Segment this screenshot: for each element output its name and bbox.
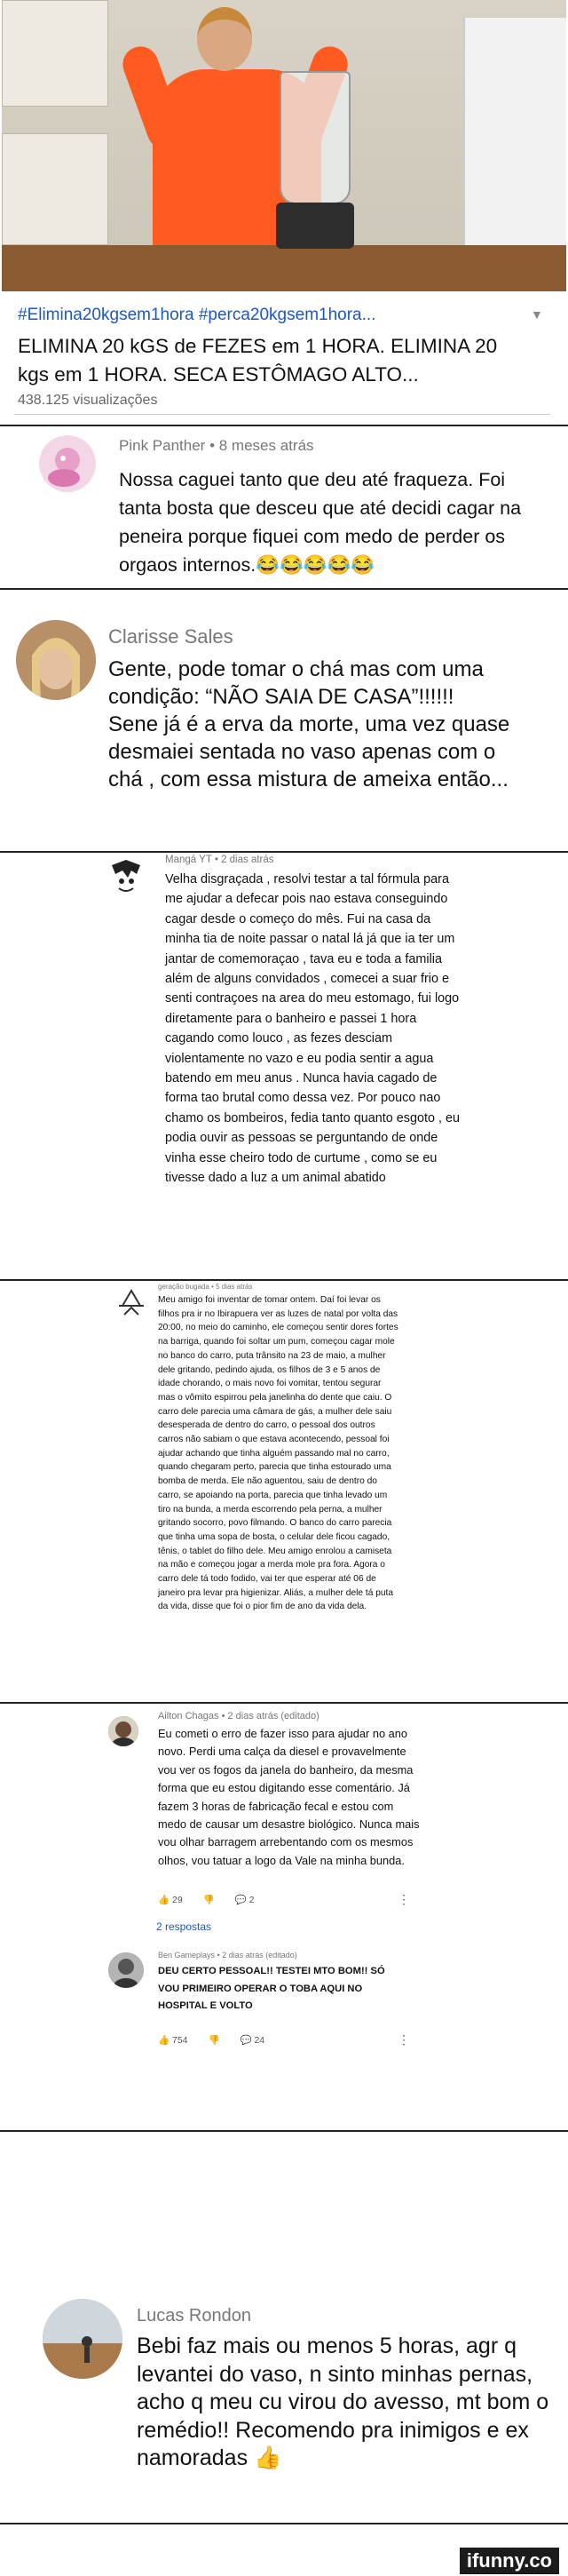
kitchen-cabinet [2, 133, 108, 245]
comment-actions [158, 1894, 254, 1905]
video-player[interactable] [2, 0, 566, 291]
view-count: 438.125 visualizações [18, 393, 158, 408]
comment-author[interactable]: Clarisse Sales [108, 625, 233, 648]
avatar[interactable] [39, 435, 96, 492]
ifunny-watermark: ifunny.co [460, 2548, 559, 2574]
dislike-icon[interactable]: 👎 [202, 1895, 215, 1905]
reply-text: DEU CERTO PESSOAL!! TESTEI MTO BOM!! SÓ VOU PRIMEIRO OPERAR O TOBA AQUI NO HOSPITAL E VOLTO [158, 1966, 385, 2011]
like-count: 754 [172, 2035, 188, 2046]
video-hashtags[interactable]: #Elimina20kgsem1hora #perca20kgsem1hora... [18, 306, 376, 324]
comment-author[interactable]: Ailton Chagas [158, 1711, 219, 1721]
comment-text: Nossa caguei tanto que deu até fraqueza. Foi tanta bosta que desceu que até decidi cagar na peneira porque fiquei com medo de perder os orgaos internos.😂😂😂😂😂 [119, 469, 522, 576]
comment-author[interactable]: Pink Panther [119, 437, 206, 454]
blender [272, 71, 358, 249]
avatar[interactable] [16, 620, 96, 700]
avatar[interactable] [106, 856, 146, 895]
comment-clarisse-sales [0, 590, 568, 849]
chevron-down-icon[interactable]: ▼ [531, 307, 543, 322]
dislike-icon[interactable]: 👎 [208, 2035, 220, 2046]
divider [14, 414, 550, 415]
comment-lucas-rondon [0, 2132, 568, 2523]
video-section [2, 0, 566, 293]
comment-ailton-chagas [0, 1704, 568, 2128]
reply-author[interactable]: Ben Gameplays [158, 1951, 216, 1960]
more-icon[interactable]: ⋮ [398, 2032, 410, 2047]
comment-icon[interactable]: 💬 [234, 1895, 247, 1905]
comment-author[interactable]: geração bugada [158, 1283, 209, 1291]
like-icon[interactable]: 👍 [158, 1895, 170, 1905]
reply-actions [158, 2034, 264, 2046]
view-replies-link[interactable]: 2 respostas [156, 1920, 212, 1933]
comment-author[interactable]: Lucas Rondon [137, 2306, 251, 2326]
reply-timestamp: • 2 dias atrás (editado) [217, 1951, 297, 1960]
comment-manga-yt [0, 853, 568, 1277]
comment-text-line1: Gente, pode tomar o chá mas com uma condição: “NÃO SAIA DE CASA”!!!!!! [108, 657, 484, 709]
like-icon[interactable]: 👍 [158, 2035, 170, 2046]
comment-text: Meu amigo foi inventar de tomar ontem. Daí foi levar os filhos pra ir no Ibirapuera ver as luzes de natal por volta das 20:00, no meio do caminho, ele começou sentir dores fortes na barriga, quando foi soltar um pum, começou cagar mole no banco do carro, puta trânsito na 23 de maio, a mulher dele gritando, pedindo ajuda, os filhos de 3 e 5 anos de idade chorando, o mais novo foi vomitar, tentou segurar mas o vômito espirrou pela janelinha do dente que caiu. O carro dele parecia uma câmara de gás, a mulher dele saiu desesperada de dentro do carro, o pessoal dos outros carros não sabiam o que estava acontecendo, pessoal foi ajudar achando que tinha alguém passando mal no carro, quando chegaram perto, parecia que tinha estourado uma bomba de merda. Ele não aguentou, saiu de dentro do carro, se apoiando na porta, parecia que tinha levado um tiro na bunda, a merda escorrendo pela perna, a mulher gritando socorro, povo filmando. O banco do carro parecia que tinha uma sopa de bosta, o celular dele ficou cagado, tênis, o tablet do filho dele. Meu amigo enrolou a camiseta na mão e começou jogar a merda mole pra fora. Agora o carro dele tá todo fodido, vai ter que esperar até 06 de janeiro pra levar pra higienizar. Aliás, a mulher dele tá puta da vida, disse que foi o pior fim de ano da vida dela. [158, 1295, 398, 1612]
comment-timestamp: • 2 dias atrás (editado) [221, 1711, 320, 1721]
comment-text-line2: Sene já é a erva da morte, uma vez quase desmaiei sentada no vaso apenas com o chá , com essa mistura de ameixa então... [108, 712, 510, 791]
refrigerator [463, 18, 566, 284]
comment-text: Bebi faz mais ou menos 5 horas, agr q levantei do vaso, n sinto minhas pernas, acho q meu cu virou do avesso, mt bom o remédio!! Recomendo pra inimigos e ex namoradas 👍 [137, 2334, 549, 2470]
comment-text: Velha disgraçada , resolvi testar a tal fórmula para me ajudar a defecar pois nao estava conseguindo cagar desde o começo do mês. Fui na casa da minha tia de noite passar o natal lá já que ia ter um jantar de comemoraçao , tava eu e toda a familia além de alguns convidados , comecei a suar frio e senti contraçoes na area do meu estomago, fui logo diretamente para o banheiro e passei 1 hora cagando como louco , as fezes desciam violentamente no vazo e eu podia sentir a agua batendo em meu anus . Nunca havia cagado de forma tao brutal como dessa vez. Por pouco nao chamo os bombeiros, fedia tanto quanto esgoto , eu podia ouvir as pessoas se perguntando de onde vinha esse cheiro todo de curtume , como se eu tivesse dado a luz a um animal abatido [165, 872, 461, 1186]
comment-timestamp: • 5 dias atrás [211, 1283, 253, 1291]
more-icon[interactable]: ⋮ [398, 1892, 410, 1906]
comment-timestamp: • 2 dias atrás [214, 855, 274, 865]
avatar[interactable] [108, 1952, 144, 1988]
like-count: 29 [172, 1895, 183, 1905]
avatar[interactable] [43, 2299, 122, 2379]
avatar[interactable] [108, 1716, 138, 1746]
kitchen-cabinet [2, 0, 108, 107]
comment-timestamp: • 8 meses atrás [209, 437, 314, 454]
comment-author[interactable]: Mangá YT [165, 855, 212, 865]
footer [0, 2523, 568, 2576]
comment-text: Eu cometi o erro de fazer isso para ajudar no ano novo. Perdi uma calça da diesel e provavelmente vou ver os fogos da janela do banheiro, da mesma forma que eu estou digitando esse comentário. Já fazem 3 horas de fabricação fecal e estou com medo de causar um desastre biológico. Nunca mais vou olhar barragem arrebentando com os mesmos olhos, vou tatuar a logo da Vale na minha bunda. [158, 1727, 420, 1867]
comment-pink-panther [0, 426, 568, 586]
reply-count: 2 [248, 1895, 255, 1905]
kitchen-counter [2, 245, 566, 291]
video-title: ELIMINA 20 kGS de FEZES em 1 HORA. ELIMINA 20 kgs em 1 HORA. SECA ESTÔMAGO ALTO... [18, 335, 498, 386]
comment-geracao-bugada [0, 1281, 568, 1700]
comment-icon[interactable]: 💬 [240, 2035, 252, 2046]
reply-count: 24 [254, 2035, 265, 2046]
incognito-icon[interactable] [115, 1288, 147, 1320]
